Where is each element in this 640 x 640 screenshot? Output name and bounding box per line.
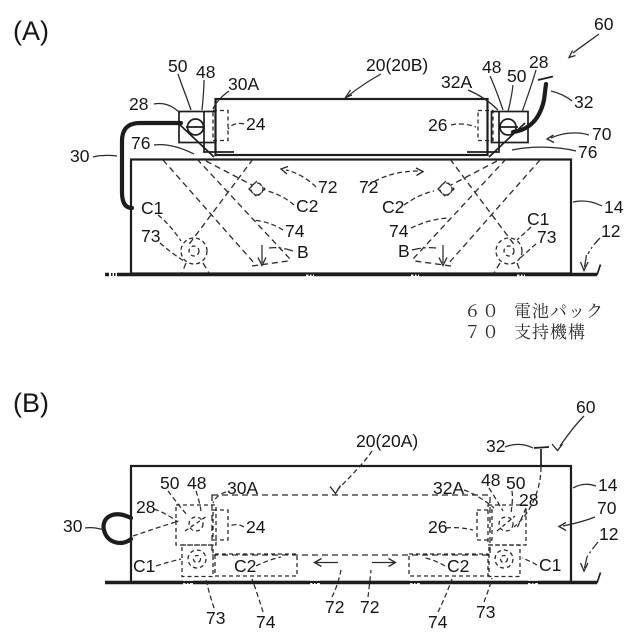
leader-c1-right-b	[522, 558, 537, 565]
ref-73-left-a: 73	[141, 226, 161, 246]
panel-b	[13, 388, 618, 632]
ref-28-left-b: 28	[136, 497, 156, 517]
ref-74-right-b: 74	[428, 612, 448, 632]
ref-48-right-b: 48	[481, 470, 501, 490]
ref-24-a: 24	[246, 114, 266, 134]
ref-c2-right-b: C2	[447, 556, 470, 576]
ref-c1-left-a: C1	[141, 198, 164, 218]
ref-70-a: 70	[592, 124, 612, 144]
pivot-c1-right-inner-a	[504, 246, 514, 256]
leader-28-right-b	[517, 508, 526, 528]
ref-50-left-b: 50	[160, 473, 180, 493]
ref-60-b: 60	[576, 397, 596, 417]
leader-50-left-a	[178, 74, 191, 110]
ref-48-left-a: 48	[196, 62, 216, 82]
leader-76-right-a	[512, 147, 576, 151]
ref-26-b: 26	[428, 517, 448, 537]
ref-74-left-a: 74	[285, 221, 305, 241]
panel-a-tag: (A)	[13, 16, 49, 46]
leader-72-left-a	[286, 170, 316, 187]
legend	[464, 302, 604, 342]
ground-end-tick-a	[597, 265, 601, 276]
leader-28-left-a	[154, 103, 180, 113]
ref-30a-a: 30A	[228, 74, 260, 94]
bracket-left-detail-a	[186, 112, 234, 152]
ref-c2-right-a: C2	[382, 197, 405, 217]
leader-48-left-b	[196, 491, 201, 511]
pivot-c1-right-a	[496, 238, 522, 264]
pivot-c1-right-b	[495, 550, 513, 568]
leader-14-a	[573, 201, 602, 206]
cable-30-hidden-b	[133, 521, 179, 536]
leader-50-right-b	[511, 491, 512, 513]
ref-72-left-b: 72	[325, 597, 345, 617]
arrowhead-72-right-a	[416, 168, 423, 176]
leader-c2-right-a	[404, 191, 434, 205]
legend-row-2	[464, 323, 586, 342]
leader-74-left-a	[253, 220, 283, 230]
ref-76-left-a: 76	[131, 133, 151, 153]
leader-c2-left-a	[267, 191, 294, 205]
ref-72-right-a: 72	[359, 177, 379, 197]
ref-32-a: 32	[574, 92, 594, 112]
ref-c1-right-b: C1	[539, 555, 562, 575]
arrowhead-70-b	[559, 523, 566, 531]
bracket-right-b	[488, 505, 526, 545]
leader-c1-left-a	[158, 215, 181, 241]
support-leg-right-a	[489, 123, 525, 157]
ref-73-right-b: 73	[476, 602, 496, 622]
leader-20-a	[348, 74, 381, 96]
leader-c2-left-b	[256, 557, 281, 566]
pivot-c1-left-a	[181, 238, 207, 264]
ref-50-right-b: 50	[506, 473, 526, 493]
ref-24-b: 24	[246, 517, 266, 537]
ref-74-right-a: 74	[389, 221, 409, 241]
ref-48-right-a: 48	[482, 57, 502, 77]
leader-24-a	[228, 123, 244, 129]
ref-c1-right-a: C1	[527, 209, 550, 229]
leader-70-b	[563, 517, 595, 526]
legend-ref-60: ６０	[464, 302, 500, 321]
support-arm-right-a	[413, 159, 540, 273]
ref-72-right-b: 72	[360, 597, 380, 617]
cable-30-b	[104, 514, 131, 543]
leader-20-b	[338, 451, 372, 489]
ref-30a-b: 30A	[227, 478, 259, 498]
ref-26-a: 26	[428, 115, 448, 135]
leader-76-left-a	[154, 145, 194, 154]
ref-32a-b: 32A	[433, 478, 465, 498]
leader-b-right-a	[412, 248, 436, 250]
leader-14-b	[573, 484, 596, 488]
ref-b-right-a: B	[398, 241, 410, 261]
arrowhead-70-a	[547, 135, 554, 143]
ref-c1-left-b: C1	[133, 556, 156, 576]
ref-70-b: 70	[597, 498, 617, 518]
ground-end-tick-b	[597, 573, 601, 584]
leader-12-a	[588, 238, 600, 254]
leader-73-left-a	[160, 243, 184, 261]
leader-60-b	[560, 416, 584, 446]
pivot-c1-left-inner-a	[189, 246, 199, 256]
ref-20-b: 20(20A)	[356, 431, 419, 451]
bracket-right-detail-b	[497, 516, 515, 531]
leader-30a-b	[213, 492, 226, 503]
leader-50-right-a	[508, 85, 513, 112]
leader-28-left-b	[154, 509, 178, 522]
ref-60-a: 60	[594, 14, 614, 34]
leader-26-b	[446, 528, 473, 530]
hidden-part-26-b	[477, 510, 492, 540]
ref-c2-left-b: C2	[234, 556, 257, 576]
bracket-right-pivot-b	[499, 517, 513, 531]
leader-12-b	[587, 542, 598, 557]
ref-28-left-a: 28	[129, 94, 149, 114]
leader-32-a	[551, 91, 572, 101]
ref-30-a: 30	[70, 146, 90, 166]
pivot-c1-left-inner-b	[194, 556, 201, 563]
ref-c2-left-a: C2	[296, 196, 319, 216]
hidden-part-24-b	[213, 510, 228, 540]
arrowhead-20-b	[330, 486, 341, 494]
leader-26-a	[451, 124, 476, 127]
panel-a	[13, 14, 624, 275]
leader-48-right-b	[489, 488, 503, 511]
leader-32-b	[505, 444, 533, 448]
leader-70-a	[551, 133, 589, 138]
ref-28-right-a: 28	[529, 52, 549, 72]
ref-48-left-b: 48	[187, 473, 207, 493]
legend-term-60: 電池パック	[514, 302, 604, 321]
ref-50-left-a: 50	[168, 56, 188, 76]
bracket-left-b	[176, 505, 216, 545]
leader-60-a	[573, 34, 599, 53]
leader-30-b	[85, 528, 104, 530]
ref-76-right-a: 76	[578, 142, 598, 162]
leader-50-left-b	[168, 491, 188, 516]
support-leg-left-a	[178, 123, 214, 157]
bracket-left-pivot-b	[189, 517, 203, 531]
ref-12-b: 12	[599, 524, 619, 544]
leader-24-b	[230, 525, 244, 527]
ref-30-b: 30	[63, 516, 83, 536]
chassis-outline-a	[131, 160, 571, 274]
panel-b-tag: (B)	[13, 388, 49, 418]
pivot-c1-right-inner-b	[501, 556, 508, 563]
cable-32-tip-a	[538, 77, 553, 81]
ref-72-left-a: 72	[318, 177, 338, 197]
leader-48-left-a	[202, 80, 204, 110]
ref-20-a: 20(20B)	[366, 55, 429, 75]
bracket-left-detail-b	[185, 516, 207, 531]
ref-32-b: 32	[486, 436, 506, 456]
ref-28-right-b: 28	[519, 490, 539, 510]
ref-12-a: 12	[601, 221, 621, 241]
ref-b-left-a: B	[297, 242, 309, 262]
ref-73-left-b: 73	[206, 608, 226, 628]
legend-ref-70: ７０	[464, 323, 500, 342]
leader-c1-left-b	[156, 559, 181, 566]
ref-50-right-a: 50	[507, 66, 527, 86]
leader-c2-right-b	[425, 558, 445, 566]
leader-30-a	[93, 155, 117, 157]
arrowhead-60-b	[552, 444, 563, 451]
cable-32-b	[534, 447, 549, 466]
ref-32a-a: 32A	[441, 72, 473, 92]
ref-74-left-b: 74	[256, 612, 276, 632]
ref-14-a: 14	[604, 197, 624, 217]
legend-term-70: 支持機構	[514, 323, 586, 342]
pivot-c1-left-b	[188, 550, 206, 568]
ref-73-right-a: 73	[537, 227, 557, 247]
legend-row-1	[464, 302, 604, 321]
ref-14-b: 14	[598, 475, 618, 495]
